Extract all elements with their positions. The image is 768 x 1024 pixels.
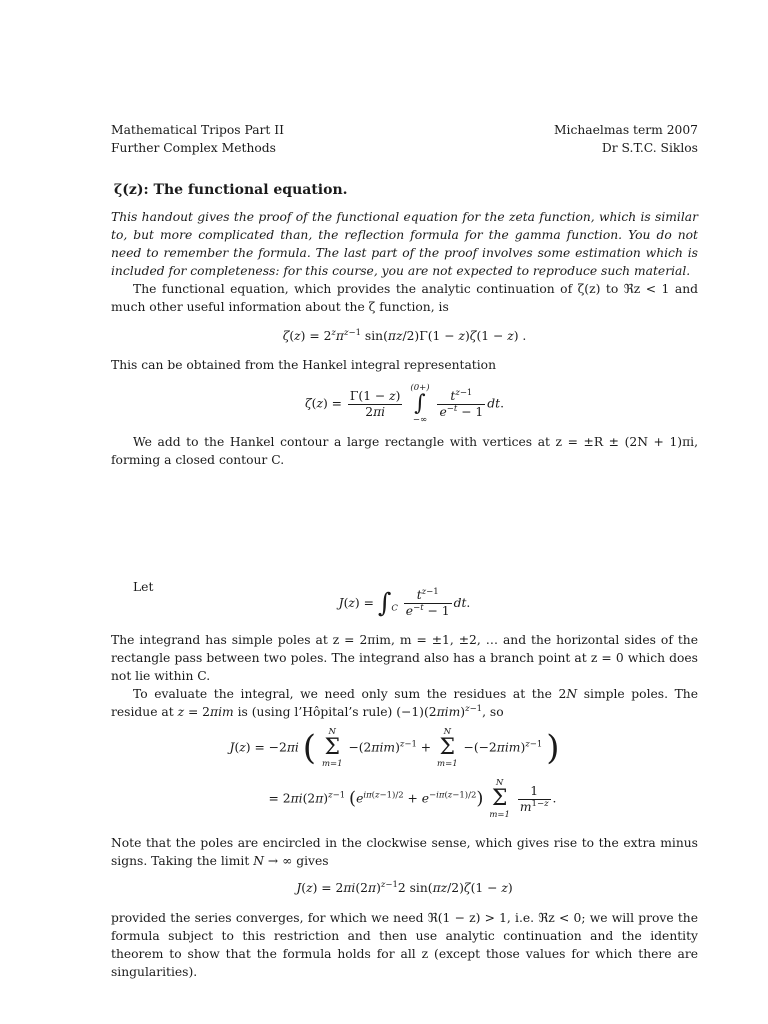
paragraph-functional-intro: The functional equation, which provides the analytic continuation of ζ(z) to ℜz < 1 and much other useful information about the ζ function, is — [111, 282, 698, 314]
header-right — [554, 121, 698, 157]
course-subtitle: Further Complex Methods — [111, 141, 276, 155]
contour-label: C — [391, 603, 398, 614]
author-label: Dr S.T.C. Siklos — [601, 141, 698, 155]
integral-lower-limit: −∞ — [412, 415, 428, 425]
intro-paragraph: This handout gives the proof of the functional equation for the zeta function, which is similar to, but more complicated than, the reflection formula for the gamma function. You do not need to remember the formula. The last part of the proof involves some estimation which is included for completeness: for this course, you are not expected to reproduce such material. — [111, 210, 698, 278]
fraction-reciprocal-power: $\frac{1}{m^{1-z}}$ — [519, 783, 549, 814]
paragraph-contour: We add to the Hankel contour a large rectangle with vertices at z = ±R ± (2N + 1)πi, forming a closed contour C. — [111, 435, 698, 467]
sum-operator-2: N Σ m=1 — [437, 727, 458, 769]
sum-upper-limit: N — [495, 778, 504, 788]
equation-limit: $J(z) = 2\pi i(2\pi)^{z-1}2$ sin(πz/2)ζ(1 − z) — [296, 879, 513, 895]
fraction-J-integrand: $\frac{t^{z-1}}{e^{-t} - 1}$ — [405, 586, 450, 618]
equation-hankel: ζ(z) = $\frac{\Gamma(1 - z)}{2\pi i}$ (0+) ∫ −∞ $\frac{t^{z-1}}{e^{-t} - 1}$ dt. — [304, 383, 504, 425]
hankel-integral-sign: (0+) ∫ −∞ — [410, 383, 430, 425]
let-label: Let — [133, 580, 154, 594]
page-title: ζ(z): The functional equation. — [114, 182, 348, 198]
sum-upper-limit: N — [328, 727, 336, 737]
equation-J-definition: $J(z) = \int_C$ $\frac{t^{z-1}}{e^{-t} - 1}$ dt. — [338, 586, 471, 619]
paragraph-convergence: provided the series converges, for which we need ℜ(1 − z) > 1, i.e. ℜz < 0; we will prove the formula subject to this restriction and then use analytic continuation and the identity theorem to show that the formula holds for all z (except those values for which there are singularities). — [111, 911, 698, 979]
paragraph-poles: The integrand has simple poles at z = 2πim, m = ±1, ±2, … and the horizontal sides of the rectangle pass between two poles. The integrand also has a branch point at z = 0 which does not lie within C. — [111, 633, 698, 683]
fraction-integrand: $\frac{t^{z-1}}{e^{-t} - 1}$ — [439, 387, 484, 419]
paragraph-clockwise: Note that the poles are encircled in the clockwise sense, which gives rise to the extra minus signs. Taking the limit N → ∞ gives — [111, 836, 698, 868]
sum-lower-limit: m=1 — [321, 759, 343, 769]
paragraph-residues: To evaluate the integral, we need only sum the residues at the 2N simple poles. The residue at z = 2πim is (using l’Hôpital’s rule) $(-1)(2\pi im)^{z-1}$, so — [111, 687, 698, 719]
integral-upper-limit: (0+) — [410, 383, 430, 393]
sum-upper-limit: N — [443, 727, 452, 737]
sum-operator-3: N Σ m=1 — [489, 778, 510, 820]
sum-lower-limit: m=1 — [437, 759, 458, 769]
fraction-gamma: $\frac{\Gamma(1 - z)}{2\pi i}$ — [349, 388, 401, 419]
course-title: Mathematical Tripos Part II — [111, 123, 284, 137]
equation-sum-line2: = $2\pi i(2\pi)^{z-1}$ $(e^{i\pi(z-1)/2} + e^{-i\pi(z-1)/2})$ N Σ m=1 $\frac{1}{m^{1-z}}$ . — [268, 778, 557, 820]
document-page — [111, 0, 698, 1024]
sum-lower-limit: m=1 — [489, 810, 510, 820]
sum-operator-1: N Σ m=1 — [321, 727, 343, 769]
paragraph-hankel-intro: This can be obtained from the Hankel integral representation — [111, 358, 496, 372]
header-left — [111, 121, 284, 157]
term-label: Michaelmas term 2007 — [553, 123, 698, 137]
equation-sum-line1: J(z) = −2πi ( N Σ m=1 $-(2\pi im)^{z-1}$ + N Σ m=1 $-(-2\pi im)^{z-1}$ ) — [229, 727, 560, 769]
equation-functional: $\zeta(z) = 2^z\pi^{z-1}$ sin(πz/2)Γ(1 − z)ζ(1 − z) . — [282, 327, 527, 343]
